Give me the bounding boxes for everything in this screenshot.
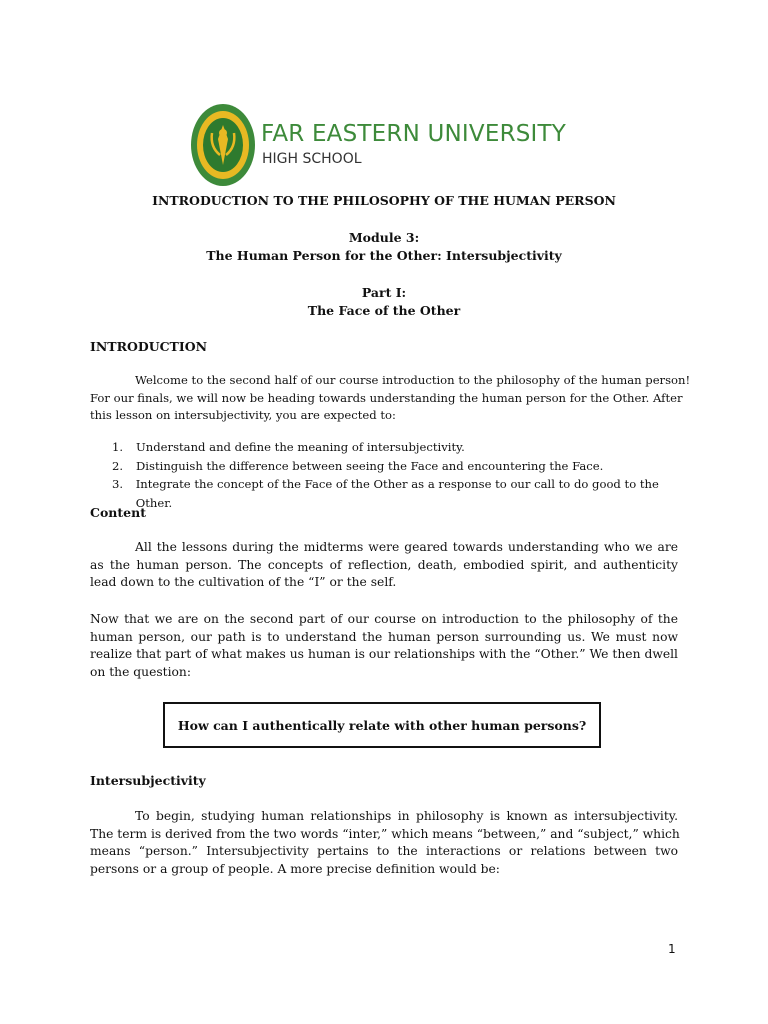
module-label: Module 3: [348,230,420,245]
paragraph-line: human person, our path is to understand the human person surrounding us. We must now [90,629,678,644]
content-paragraph-1 [90,539,678,592]
question-box [163,702,601,748]
paragraph-line: this lesson on intersubjectivity, you are expected to: [90,408,396,422]
list-text: Understand and define the meaning of intersubjectivity. [136,440,465,454]
introduction-paragraph [90,372,691,425]
part-label: Part I: [361,285,407,300]
intersubjectivity-paragraph [90,808,678,878]
question-text: How can I authentically relate with other human persons? [177,717,587,733]
paragraph-line: All the lessons during the midterms were geared towards understanding who we are [135,540,678,554]
introduction-heading: INTRODUCTION [90,339,208,354]
paragraph-line: Now that we are on the second part of our course on introduction to the philosophy of the [90,612,678,626]
list-item [112,475,692,512]
school-header [190,103,590,189]
module-subtitle: The Human Person for the Other: Intersubjectivity [206,248,562,263]
intersubjectivity-heading: Intersubjectivity [90,773,206,788]
paragraph-line: persons or a group of people. A more precise definition would be: [90,861,500,876]
page-number: 1 [668,942,676,956]
list-text: Integrate the concept of the Face of the Other as a response to our call to do good to the Other. [135,477,659,510]
content-paragraph-2 [90,611,678,681]
paragraph-line: To begin, studying human relationships in philosophy is known as intersubjectivity. [135,809,678,823]
list-number: 3. [112,477,124,491]
university-name: FAR EASTERN UNIVERSITY [261,121,567,147]
school-name: HIGH SCHOOL [262,151,362,167]
school-seal-logo [190,103,256,187]
paragraph-line: lead down to the cultivation of the “I” or the self. [90,575,397,589]
paragraph-line: For our finals, we will now be heading towards understanding the human person for the Other. After [90,390,683,405]
list-number: 1. [112,440,124,454]
paragraph-line: as the human person. The concepts of reflection, death, embodied spirit, and authenticity [90,557,678,572]
part-subtitle: The Face of the Other [307,303,461,318]
list-text: Distinguish the difference between seeing the Face and encountering the Face. [136,458,604,473]
list-item [112,457,692,476]
paragraph-line: Welcome to the second half of our course introduction to the philosophy of the human person! [135,373,691,387]
list-number: 2. [112,458,124,473]
paragraph-line: The term is derived from the two words “inter,” which means “between,” and “subject,” which [90,826,680,841]
paragraph-line: on the question: [90,664,191,679]
paragraph-line: means “person.” Intersubjectivity pertains to the interactions or relations between two [90,844,678,858]
list-item [112,438,692,457]
paragraph-line: realize that part of what makes us human is our relationships with the “Other.” We then dwell [90,647,678,661]
content-heading: Content [90,505,146,520]
objectives-list [112,438,692,512]
course-title: INTRODUCTION TO THE PHILOSOPHY OF THE HUMAN PERSON [152,193,616,208]
